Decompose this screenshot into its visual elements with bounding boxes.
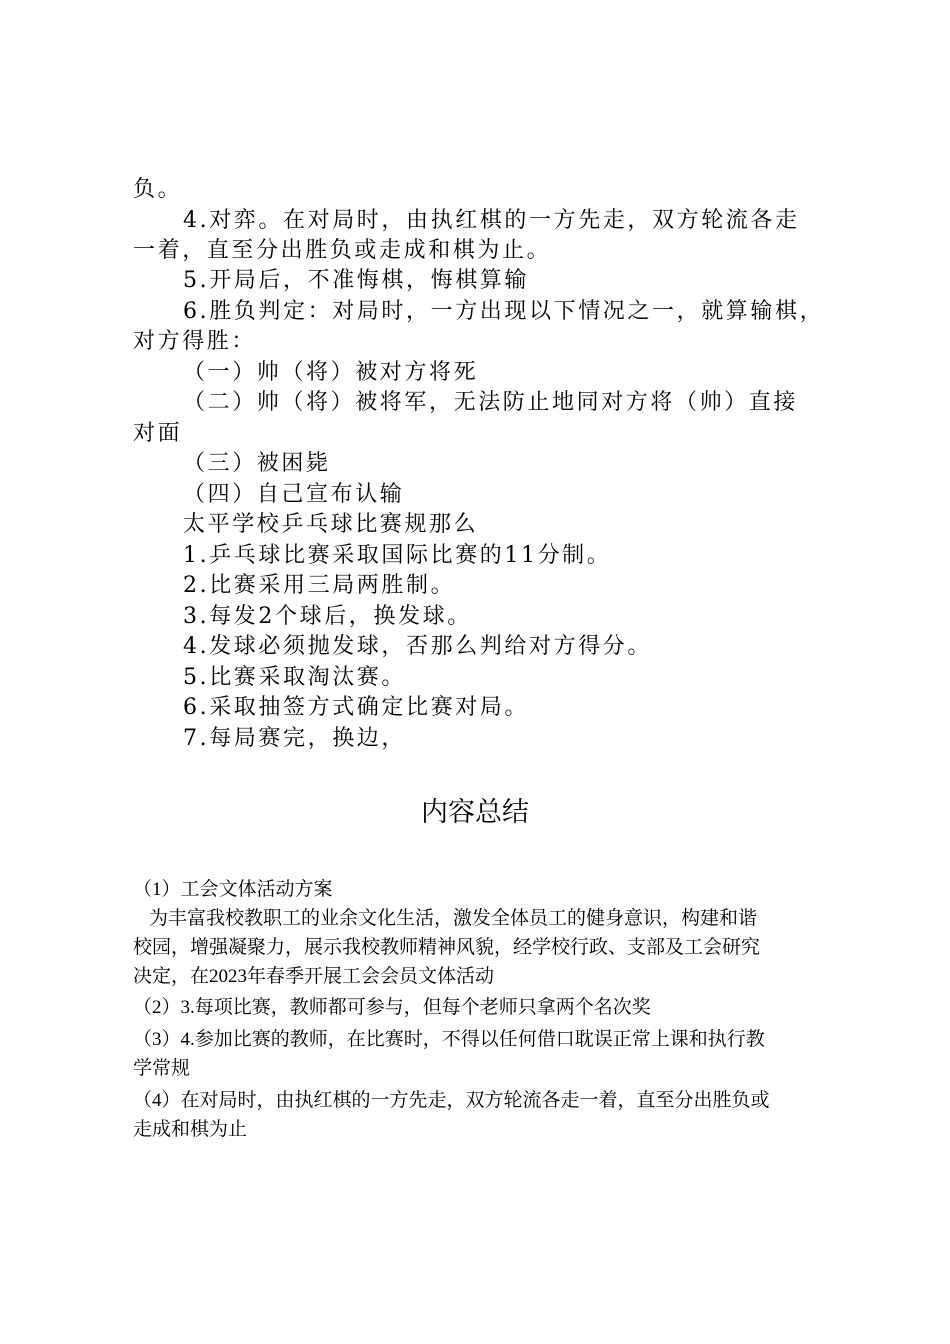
chess-rule-line: 对方得胜： [133,329,257,354]
chess-rule-line: 负。 [133,177,183,202]
pingpong-heading: 太平学校乒乓球比赛规那么 [183,512,479,537]
summary-line: 学常规 [133,1058,191,1079]
summary-line: （1）工会文体活动方案 [133,879,333,900]
pingpong-rule-line: 6.采取抽签方式确定比赛对局。 [183,695,529,720]
chess-rule-line: 6.胜负判定：对局时，一方出现以下情况之一，就算输棋， [183,299,825,324]
chess-rule-line: （二）帅（将）被将军，无法防止地同对方将（帅）直接 [183,390,799,415]
summary-line: （4）在对局时，由执红棋的一方先走，双方轮流各走一着，直至分出胜负或 [133,1090,770,1111]
chess-rule-line: 5.开局后，不准悔棋，悔棋算输 [183,268,529,293]
pingpong-rule-line: 7.每局赛完，换边， [183,726,406,751]
summary-line: 校园，增强凝聚力，展示我校教师精神风貌，经学校行政、支部及工会研究 [133,937,761,958]
summary-line: 决定，在2023年春季开展工会会员文体活动 [133,966,495,987]
chess-rule-line: （一）帅（将）被对方将死 [183,360,479,385]
summary-title: 内容总结 [421,797,529,828]
pingpong-rule-line: 2.比赛采用三局两胜制。 [183,573,456,598]
pingpong-rule-line: 4.发球必须抛发球，否那么判给对方得分。 [183,634,652,659]
chess-rule-line: 4.对弈。在对局时，由执红棋的一方先走，双方轮流各走 [183,208,800,233]
pingpong-rule-line: 3.每发2个球后，换发球。 [183,604,472,629]
pingpong-rule-line: 1.乒乓球比赛采取国际比赛的11分制。 [183,543,612,568]
summary-line: 为丰富我校教职工的业余文化生活，激发全体员工的健身意识，构建和谐 [149,908,758,929]
chess-rule-line: （三）被困毙 [183,451,331,476]
pingpong-rule-line: 5.比赛采取淘汰赛。 [183,665,406,690]
summary-line: （3）4.参加比赛的教师，在比赛时，不得以任何借口耽误正常上课和执行教 [133,1029,765,1050]
summary-line: 走成和棋为止 [133,1119,248,1140]
summary-line: （2）3.每项比赛，教师都可参与，但每个老师只拿两个名次奖 [133,997,651,1018]
chess-rule-line: 对面 [133,421,183,446]
chess-rule-line: 一着，直至分出胜负或走成和棋为止。 [133,238,552,263]
chess-rule-line: （四）自己宣布认输 [183,482,405,507]
